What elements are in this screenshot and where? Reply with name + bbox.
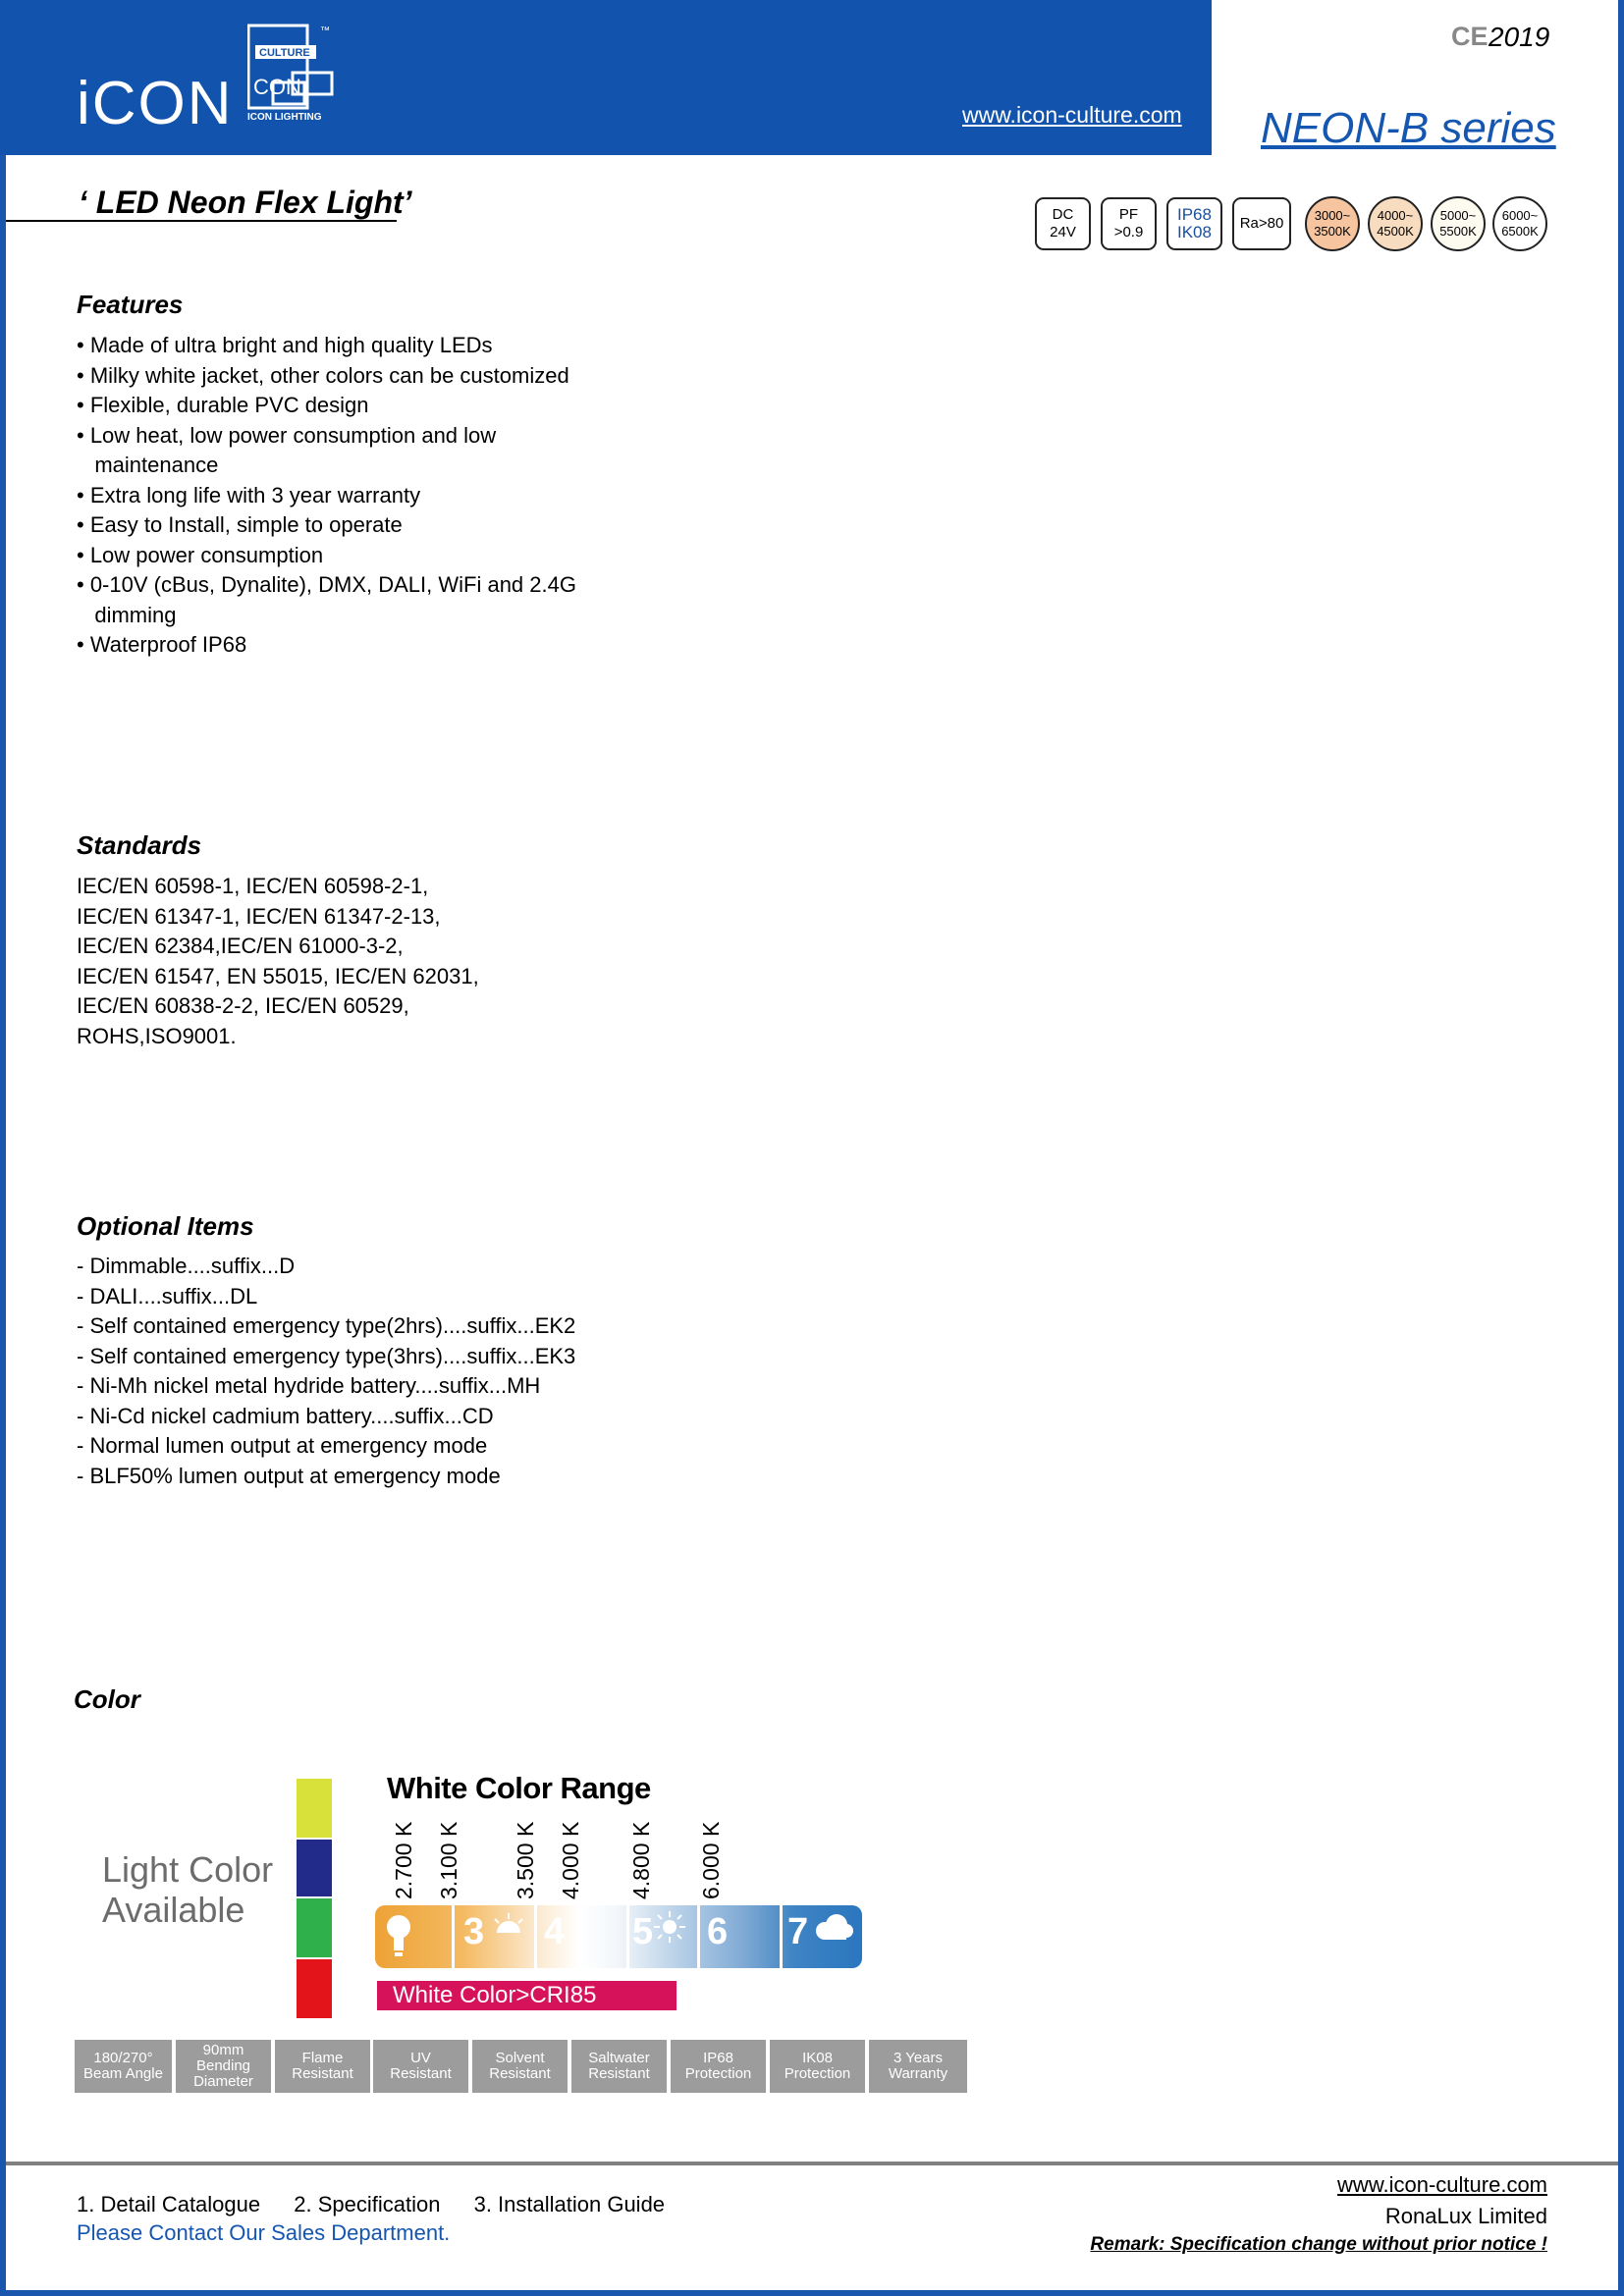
brand-logo-text: iCON xyxy=(77,70,234,137)
light-color-line: Light Color xyxy=(102,1849,274,1890)
svg-text:™: ™ xyxy=(320,26,330,36)
document-title: ‘ LED Neon Flex Light’ xyxy=(79,185,412,220)
series-title: NEON-B series xyxy=(1261,104,1556,152)
badge-pf: PF >0.9 xyxy=(1101,197,1157,250)
white-color-range-bar xyxy=(375,1905,862,1968)
available-line: Available xyxy=(102,1890,245,1930)
list-item: • 0-10V (cBus, Dynalite), DMX, DALI, WiFi and 2.4G xyxy=(77,572,576,597)
swatch-blue xyxy=(297,1840,332,1896)
title-underline xyxy=(6,220,397,222)
feature-tile-ip68: IP68 Protection xyxy=(671,2040,766,2093)
list-item: maintenance xyxy=(77,453,219,477)
cct-badge-6000: 6000~ 6500K xyxy=(1492,196,1547,251)
kelvin-label-6000: 6.000 K xyxy=(698,1821,724,1899)
optional-list xyxy=(77,1252,575,1491)
feature-tile-flame: Flame Resistant xyxy=(275,2040,370,2093)
swatch-red xyxy=(297,1959,332,2018)
features-list xyxy=(77,331,576,661)
list-item: • Easy to Install, simple to operate xyxy=(77,512,403,537)
list-item: IEC/EN 61347-1, IEC/EN 61347-2-13, xyxy=(77,903,441,929)
cct-badge-5000: 5000~ 5500K xyxy=(1431,196,1486,251)
brand-logo-icon xyxy=(247,24,334,122)
list-item: IEC/EN 61547, EN 55015, IEC/EN 62031, xyxy=(77,963,479,988)
guide-specification[interactable]: 2. Specification xyxy=(294,2192,441,2216)
swatch-yellow xyxy=(297,1779,332,1838)
badge-dc: DC 24V xyxy=(1035,197,1091,250)
list-item: - Ni-Cd nickel cadmium battery....suffix...CD xyxy=(77,1403,494,1428)
cct-badge-3000: 3000~ 3500K xyxy=(1305,196,1360,251)
badge-ip-ik: IP68 IK08 xyxy=(1166,197,1222,250)
guide-installation[interactable]: 3. Installation Guide xyxy=(473,2192,666,2216)
sun-icon xyxy=(652,1909,687,1945)
kelvin-label-2700: 2.700 K xyxy=(391,1821,416,1899)
footer-divider xyxy=(6,2162,1618,2165)
year-label: 2019 xyxy=(1489,22,1550,52)
logo-box-text-con: CON xyxy=(253,75,301,99)
standards-list xyxy=(77,872,479,1051)
cloud-icon xyxy=(811,1911,854,1943)
bar-number-7: 7 xyxy=(787,1911,809,1952)
cct-badge-4000: 4000~ 4500K xyxy=(1368,196,1423,251)
bar-number-4: 4 xyxy=(544,1911,566,1952)
list-item: - Normal lumen output at emergency mode xyxy=(77,1433,488,1458)
list-item: IEC/EN 62384,IEC/EN 61000-3-2, xyxy=(77,934,404,958)
kelvin-label-4800: 4.800 K xyxy=(628,1821,654,1899)
kelvin-label-4000: 4.000 K xyxy=(558,1821,583,1899)
list-item: • Milky white jacket, other colors can be customized xyxy=(77,362,569,388)
bar-number-3: 3 xyxy=(463,1911,485,1952)
header-banner xyxy=(0,0,1212,155)
kelvin-label-3500: 3.500 K xyxy=(513,1821,538,1899)
swatch-green xyxy=(297,1898,332,1957)
list-item: ROHS,ISO9001. xyxy=(77,1023,237,1048)
company-name: RonaLux Limited xyxy=(1384,2204,1547,2228)
features-heading: Features xyxy=(77,290,184,319)
feature-tile-saltwater: Saltwater Resistant xyxy=(571,2040,667,2093)
cri-label: White Color>CRI85 xyxy=(377,1981,677,2010)
list-item: IEC/EN 60598-1, IEC/EN 60598-2-1, xyxy=(77,874,429,898)
list-item: dimming xyxy=(77,602,177,627)
feature-tile-solvent: Solvent Resistant xyxy=(472,2040,568,2093)
bar-number-6: 6 xyxy=(707,1911,729,1952)
list-item: • Extra long life with 3 year warranty xyxy=(77,482,421,507)
kelvin-label-3100: 3.100 K xyxy=(436,1821,461,1899)
sunrise-icon xyxy=(489,1911,528,1937)
list-item: - BLF50% lumen output at emergency mode xyxy=(77,1463,501,1488)
list-item: • Flexible, durable PVC design xyxy=(77,393,369,417)
feature-tile-bending: 90mm Bending Diameter xyxy=(176,2040,271,2093)
feature-tile-warranty: 3 Years Warranty xyxy=(869,2040,967,2093)
guide-detail-catalogue[interactable]: 1. Detail Catalogue xyxy=(77,2192,261,2216)
light-color-available-label xyxy=(102,1849,273,1930)
list-item: IEC/EN 60838-2-2, IEC/EN 60529, xyxy=(77,993,409,1018)
logo-box-text-culture: CULTURE xyxy=(259,47,310,59)
color-heading: Color xyxy=(74,1684,140,1714)
list-item: • Low power consumption xyxy=(77,542,324,567)
guide-links xyxy=(77,2192,692,2217)
spec-remark: Remark: Specification change without prior notice ! xyxy=(1090,2234,1547,2255)
optional-heading: Optional Items xyxy=(77,1211,254,1241)
white-color-range-title: White Color Range xyxy=(387,1771,651,1805)
feature-tile-beam-angle: 180/270° Beam Angle xyxy=(75,2040,172,2093)
lightbulb-icon xyxy=(385,1913,412,1960)
footer-url-link[interactable]: www.icon-culture.com xyxy=(1337,2172,1547,2197)
list-item: - Ni-Mh nickel metal hydride battery....suffix...MH xyxy=(77,1373,541,1398)
list-item: • Waterproof IP68 xyxy=(77,632,247,657)
badge-ra: Ra>80 xyxy=(1232,197,1291,250)
bar-number-5: 5 xyxy=(632,1911,654,1952)
feature-tile-ik08: IK08 Protection xyxy=(770,2040,865,2093)
list-item: - Self contained emergency type(2hrs)....suffix...EK2 xyxy=(77,1313,576,1338)
list-item: • Low heat, low power consumption and low xyxy=(77,422,497,448)
contact-sales-text: Please Contact Our Sales Department. xyxy=(77,2220,451,2245)
list-item: • Made of ultra bright and high quality LEDs xyxy=(77,333,493,357)
list-item: - Self contained emergency type(3hrs)....suffix...EK3 xyxy=(77,1343,576,1368)
standards-heading: Standards xyxy=(77,830,202,860)
ce-mark: CE xyxy=(1451,22,1489,51)
list-item: - DALI....suffix...DL xyxy=(77,1283,258,1308)
feature-tile-uv: UV Resistant xyxy=(373,2040,468,2093)
list-item: - Dimmable....suffix...D xyxy=(77,1254,296,1278)
logo-box-text-lighting: ICON LIGHTING xyxy=(247,112,322,122)
header-url-link[interactable]: www.icon-culture.com xyxy=(962,102,1182,128)
